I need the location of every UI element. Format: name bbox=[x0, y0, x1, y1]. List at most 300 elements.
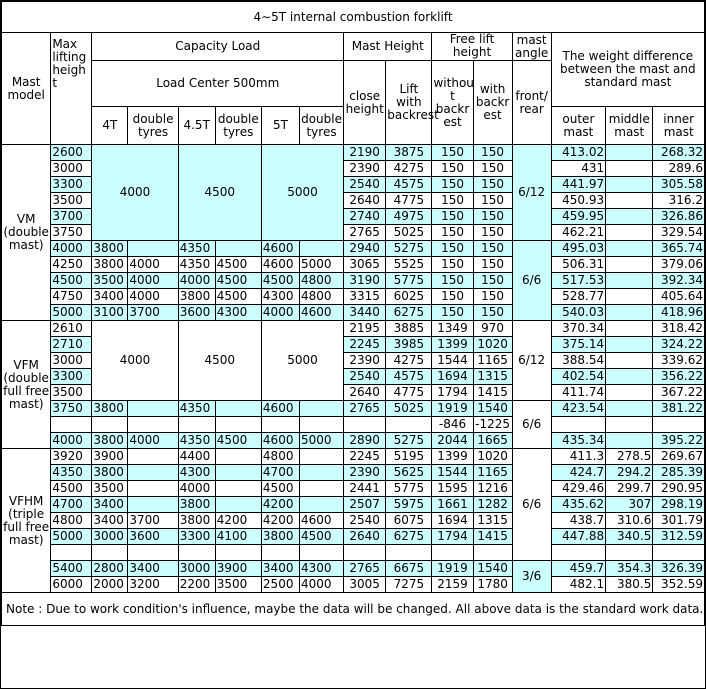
cell-capacity: 3900 bbox=[92, 449, 128, 465]
cell-capacity bbox=[215, 417, 261, 433]
cell-capacity: 3500 bbox=[92, 481, 128, 497]
cell-lift-with-backrest: 6275 bbox=[386, 529, 432, 545]
cell-inner-mast: 305.58 bbox=[653, 177, 705, 193]
cell-close-height: 2441 bbox=[344, 481, 386, 497]
cell-capacity: 4200 bbox=[261, 497, 299, 513]
cell-middle-mast bbox=[606, 305, 653, 321]
cell-free-lift-with-backrest: 150 bbox=[473, 257, 512, 273]
cell-max-lifting-height: 3300 bbox=[51, 369, 92, 385]
cell-lift-with-backrest: 5975 bbox=[386, 497, 432, 513]
cell-capacity: 4600 bbox=[261, 241, 299, 257]
cell-middle-mast bbox=[606, 545, 653, 561]
cell-inner-mast bbox=[653, 417, 705, 433]
cell-capacity: 3000 bbox=[92, 529, 128, 545]
cell-outer-mast bbox=[551, 545, 605, 561]
cell-middle-mast: 307 bbox=[606, 497, 653, 513]
cell-inner-mast bbox=[653, 545, 705, 561]
header-4-5t: 4.5T bbox=[178, 107, 215, 145]
cell-free-lift-with-backrest: 1315 bbox=[473, 369, 512, 385]
cell-close-height: 3065 bbox=[344, 257, 386, 273]
cell-max-lifting-height: 4500 bbox=[51, 273, 92, 289]
cell-free-lift-without-backrest: 150 bbox=[432, 161, 473, 177]
cell-capacity: 3400 bbox=[92, 513, 128, 529]
cell-free-lift-without-backrest: 1595 bbox=[432, 481, 473, 497]
cell-free-lift-without-backrest: 150 bbox=[432, 273, 473, 289]
cell-free-lift-without-backrest: 1349 bbox=[432, 321, 473, 337]
cell-max-lifting-height: 4000 bbox=[51, 433, 92, 449]
cell-capacity: 4000 bbox=[178, 273, 215, 289]
cell-free-lift-without-backrest: 150 bbox=[432, 257, 473, 273]
cell-free-lift-without-backrest: 1919 bbox=[432, 561, 473, 577]
cell-capacity: 4300 bbox=[215, 305, 261, 321]
cell-outer-mast: 482.1 bbox=[551, 577, 605, 593]
cell-lift-with-backrest: 4275 bbox=[386, 161, 432, 177]
cell-inner-mast: 326.86 bbox=[653, 209, 705, 225]
cell-capacity: 4000 bbox=[128, 289, 178, 305]
cell-max-lifting-height: 3920 bbox=[51, 449, 92, 465]
cell-free-lift-with-backrest: 150 bbox=[473, 145, 512, 161]
cell-capacity: 3800 bbox=[92, 241, 128, 257]
cell-max-lifting-height: 4250 bbox=[51, 257, 92, 273]
cell-free-lift-with-backrest bbox=[473, 545, 512, 561]
cell-capacity bbox=[261, 417, 299, 433]
cell-capacity: 3800 bbox=[178, 289, 215, 305]
cell-free-lift-with-backrest: 150 bbox=[473, 225, 512, 241]
cell-outer-mast: 506.31 bbox=[551, 257, 605, 273]
cell-lift-with-backrest: 5275 bbox=[386, 241, 432, 257]
cell-close-height: 2540 bbox=[344, 513, 386, 529]
cell-lift-with-backrest: 5625 bbox=[386, 465, 432, 481]
cell-capacity bbox=[215, 449, 261, 465]
cell-close-height: 3440 bbox=[344, 305, 386, 321]
cell-outer-mast: 429.46 bbox=[551, 481, 605, 497]
cell-capacity: 4300 bbox=[261, 289, 299, 305]
cell-close-height: 2765 bbox=[344, 401, 386, 417]
cell-middle-mast bbox=[606, 417, 653, 433]
cell-free-lift-with-backrest: 150 bbox=[473, 273, 512, 289]
cell-close-height: 3005 bbox=[344, 577, 386, 593]
cell-capacity bbox=[128, 417, 178, 433]
cell-lift-with-backrest bbox=[386, 545, 432, 561]
cell-free-lift-with-backrest: 1415 bbox=[473, 529, 512, 545]
cell-capacity-5t-merged: 5000 bbox=[261, 145, 343, 241]
cell-capacity: 4000 bbox=[261, 305, 299, 321]
cell-free-lift-without-backrest: 2044 bbox=[432, 433, 473, 449]
table-row bbox=[2, 273, 705, 289]
header-lift-with-backrest: Lift with backrest bbox=[386, 61, 432, 145]
cell-inner-mast: 289.6 bbox=[653, 161, 705, 177]
header-outer-mast: outer mast bbox=[551, 107, 605, 145]
cell-capacity: 4350 bbox=[178, 257, 215, 273]
cell-capacity: 3100 bbox=[92, 305, 128, 321]
cell-close-height: 2890 bbox=[344, 433, 386, 449]
cell-free-lift-with-backrest: 150 bbox=[473, 193, 512, 209]
cell-outer-mast: 447.88 bbox=[551, 529, 605, 545]
cell-inner-mast: 356.22 bbox=[653, 369, 705, 385]
cell-max-lifting-height: 4350 bbox=[51, 465, 92, 481]
cell-inner-mast: 329.54 bbox=[653, 225, 705, 241]
forklift-spec-table bbox=[1, 1, 705, 626]
table-row bbox=[2, 241, 705, 257]
cell-lift-with-backrest: 6075 bbox=[386, 513, 432, 529]
table-row bbox=[2, 401, 705, 417]
cell-outer-mast: 411.74 bbox=[551, 385, 605, 401]
header-5t-double-tyres: double tyres bbox=[299, 107, 343, 145]
cell-outer-mast: 462.21 bbox=[551, 225, 605, 241]
cell-close-height bbox=[344, 545, 386, 561]
cell-lift-with-backrest: 5195 bbox=[386, 449, 432, 465]
cell-capacity bbox=[215, 481, 261, 497]
header-4t-double-tyres: double tyres bbox=[128, 107, 178, 145]
cell-free-lift-with-backrest: 1020 bbox=[473, 337, 512, 353]
cell-max-lifting-height: 4700 bbox=[51, 497, 92, 513]
cell-max-lifting-height bbox=[51, 417, 92, 433]
cell-capacity: 3400 bbox=[261, 561, 299, 577]
cell-outer-mast: 423.54 bbox=[551, 401, 605, 417]
cell-free-lift-without-backrest: 150 bbox=[432, 289, 473, 305]
header-mast-angle: mast angle bbox=[512, 33, 551, 61]
cell-capacity: 4400 bbox=[178, 449, 215, 465]
cell-outer-mast: 431 bbox=[551, 161, 605, 177]
cell-capacity: 3700 bbox=[128, 513, 178, 529]
cell-free-lift-with-backrest: 1665 bbox=[473, 433, 512, 449]
cell-outer-mast: 459.7 bbox=[551, 561, 605, 577]
table-row bbox=[2, 321, 705, 337]
table-row bbox=[2, 305, 705, 321]
table-row bbox=[2, 289, 705, 305]
header-4t: 4T bbox=[92, 107, 128, 145]
cell-close-height: 2640 bbox=[344, 193, 386, 209]
cell-middle-mast bbox=[606, 193, 653, 209]
cell-lift-with-backrest: 5525 bbox=[386, 257, 432, 273]
cell-inner-mast: 379.06 bbox=[653, 257, 705, 273]
cell-free-lift-without-backrest: 150 bbox=[432, 209, 473, 225]
cell-lift-with-backrest: 7275 bbox=[386, 577, 432, 593]
cell-capacity bbox=[299, 545, 343, 561]
cell-capacity bbox=[92, 417, 128, 433]
cell-free-lift-without-backrest: 1694 bbox=[432, 369, 473, 385]
cell-capacity bbox=[92, 545, 128, 561]
cell-capacity-5t-merged: 5000 bbox=[261, 321, 343, 401]
cell-close-height: 2390 bbox=[344, 161, 386, 177]
table-row bbox=[2, 545, 705, 561]
cell-lift-with-backrest: 6675 bbox=[386, 561, 432, 577]
cell-capacity bbox=[261, 545, 299, 561]
table-row bbox=[2, 433, 705, 449]
table-row bbox=[2, 497, 705, 513]
cell-inner-mast: 326.39 bbox=[653, 561, 705, 577]
table-row bbox=[2, 257, 705, 273]
cell-capacity: 4600 bbox=[261, 257, 299, 273]
cell-lift-with-backrest: 3985 bbox=[386, 337, 432, 353]
cell-capacity: 2800 bbox=[92, 561, 128, 577]
cell-free-lift-with-backrest: 970 bbox=[473, 321, 512, 337]
cell-capacity: 3800 bbox=[92, 257, 128, 273]
cell-inner-mast: 301.79 bbox=[653, 513, 705, 529]
cell-inner-mast: 418.96 bbox=[653, 305, 705, 321]
cell-capacity: 4500 bbox=[215, 289, 261, 305]
cell-free-lift-with-backrest: 150 bbox=[473, 241, 512, 257]
cell-max-lifting-height: 3000 bbox=[51, 161, 92, 177]
cell-capacity: 4300 bbox=[299, 561, 343, 577]
cell-free-lift-with-backrest: 150 bbox=[473, 305, 512, 321]
cell-inner-mast: 298.19 bbox=[653, 497, 705, 513]
cell-capacity-4t-merged: 4000 bbox=[92, 145, 178, 241]
cell-max-lifting-height: 4500 bbox=[51, 481, 92, 497]
table-title: 4∼5T internal combustion forklift bbox=[2, 2, 705, 33]
table-row bbox=[2, 417, 705, 433]
cell-outer-mast: 540.03 bbox=[551, 305, 605, 321]
cell-lift-with-backrest: 5275 bbox=[386, 433, 432, 449]
cell-outer-mast: 370.34 bbox=[551, 321, 605, 337]
cell-capacity: 4600 bbox=[261, 433, 299, 449]
cell-inner-mast: 392.34 bbox=[653, 273, 705, 289]
cell-outer-mast bbox=[551, 417, 605, 433]
cell-capacity-4t-merged: 4000 bbox=[92, 321, 178, 401]
cell-free-lift-without-backrest: -846 bbox=[432, 417, 473, 433]
cell-inner-mast: 285.39 bbox=[653, 465, 705, 481]
cell-capacity bbox=[128, 481, 178, 497]
cell-close-height: 2507 bbox=[344, 497, 386, 513]
cell-middle-mast bbox=[606, 385, 653, 401]
cell-capacity bbox=[128, 401, 178, 417]
cell-lift-with-backrest: 4775 bbox=[386, 193, 432, 209]
cell-inner-mast: 365.74 bbox=[653, 241, 705, 257]
cell-capacity: 3800 bbox=[92, 433, 128, 449]
cell-capacity: 4500 bbox=[215, 433, 261, 449]
cell-inner-mast: 316.2 bbox=[653, 193, 705, 209]
cell-max-lifting-height: 2710 bbox=[51, 337, 92, 353]
cell-middle-mast bbox=[606, 433, 653, 449]
cell-capacity: 4000 bbox=[128, 433, 178, 449]
cell-capacity: 4500 bbox=[261, 273, 299, 289]
cell-capacity: 4100 bbox=[215, 529, 261, 545]
cell-max-lifting-height: 5400 bbox=[51, 561, 92, 577]
cell-capacity: 3800 bbox=[92, 401, 128, 417]
table-row bbox=[2, 561, 705, 577]
cell-capacity: 5000 bbox=[299, 257, 343, 273]
header-with-backrest: with backr est bbox=[473, 61, 512, 145]
cell-free-lift-without-backrest: 150 bbox=[432, 305, 473, 321]
header-middle-mast: middle mast bbox=[606, 107, 653, 145]
cell-capacity: 4600 bbox=[261, 401, 299, 417]
cell-capacity: 4500 bbox=[215, 257, 261, 273]
cell-lift-with-backrest: 3875 bbox=[386, 145, 432, 161]
table-row bbox=[2, 513, 705, 529]
cell-capacity: 4350 bbox=[178, 433, 215, 449]
cell-capacity: 3900 bbox=[215, 561, 261, 577]
cell-capacity: 4500 bbox=[215, 273, 261, 289]
cell-free-lift-without-backrest: 150 bbox=[432, 145, 473, 161]
cell-capacity: 3400 bbox=[92, 289, 128, 305]
cell-lift-with-backrest: 5775 bbox=[386, 481, 432, 497]
cell-capacity bbox=[178, 545, 215, 561]
table-row bbox=[2, 465, 705, 481]
cell-mast-angle: 3/6 bbox=[512, 561, 551, 593]
cell-capacity-4-5t-merged: 4500 bbox=[178, 321, 261, 401]
header-4-5t-double-tyres: double tyres bbox=[215, 107, 261, 145]
cell-max-lifting-height: 6000 bbox=[51, 577, 92, 593]
cell-capacity bbox=[178, 417, 215, 433]
cell-capacity: 4000 bbox=[128, 273, 178, 289]
cell-outer-mast: 413.02 bbox=[551, 145, 605, 161]
cell-inner-mast: 352.59 bbox=[653, 577, 705, 593]
cell-close-height: 2390 bbox=[344, 353, 386, 369]
table-row bbox=[2, 529, 705, 545]
cell-max-lifting-height: 5000 bbox=[51, 305, 92, 321]
cell-close-height: 2640 bbox=[344, 529, 386, 545]
cell-lift-with-backrest: 4975 bbox=[386, 209, 432, 225]
cell-middle-mast bbox=[606, 209, 653, 225]
cell-free-lift-without-backrest: 1399 bbox=[432, 337, 473, 353]
cell-free-lift-with-backrest: 1282 bbox=[473, 497, 512, 513]
cell-outer-mast: 528.77 bbox=[551, 289, 605, 305]
cell-middle-mast: 380.5 bbox=[606, 577, 653, 593]
cell-outer-mast: 450.93 bbox=[551, 193, 605, 209]
cell-middle-mast bbox=[606, 145, 653, 161]
cell-free-lift-with-backrest: 1216 bbox=[473, 481, 512, 497]
cell-free-lift-with-backrest: 150 bbox=[473, 289, 512, 305]
cell-outer-mast: 441.97 bbox=[551, 177, 605, 193]
cell-inner-mast: 269.67 bbox=[653, 449, 705, 465]
cell-middle-mast: 278.5 bbox=[606, 449, 653, 465]
cell-max-lifting-height: 3500 bbox=[51, 385, 92, 401]
header-front-rear: front/ rear bbox=[512, 61, 551, 145]
cell-capacity bbox=[215, 545, 261, 561]
cell-free-lift-without-backrest: 1794 bbox=[432, 529, 473, 545]
cell-capacity bbox=[128, 545, 178, 561]
cell-middle-mast bbox=[606, 257, 653, 273]
cell-max-lifting-height: 4800 bbox=[51, 513, 92, 529]
cell-capacity bbox=[128, 497, 178, 513]
cell-capacity bbox=[215, 241, 261, 257]
cell-max-lifting-height: 5000 bbox=[51, 529, 92, 545]
cell-free-lift-without-backrest: 150 bbox=[432, 225, 473, 241]
cell-middle-mast bbox=[606, 241, 653, 257]
model-vfhm: VFHM (triple full free mast) bbox=[2, 449, 51, 593]
cell-inner-mast: 324.22 bbox=[653, 337, 705, 353]
cell-capacity bbox=[299, 417, 343, 433]
header-load-center: Load Center 500mm bbox=[92, 61, 344, 107]
header-free-lift-height: Free lift height bbox=[432, 33, 512, 61]
cell-capacity bbox=[299, 465, 343, 481]
cell-inner-mast: 395.22 bbox=[653, 433, 705, 449]
cell-mast-angle: 6/12 bbox=[512, 145, 551, 241]
cell-free-lift-without-backrest: 1544 bbox=[432, 353, 473, 369]
cell-lift-with-backrest: 5025 bbox=[386, 401, 432, 417]
cell-free-lift-with-backrest: 150 bbox=[473, 161, 512, 177]
cell-free-lift-without-backrest: 1794 bbox=[432, 385, 473, 401]
cell-max-lifting-height: 3750 bbox=[51, 225, 92, 241]
cell-free-lift-without-backrest: 150 bbox=[432, 177, 473, 193]
cell-capacity: 4300 bbox=[178, 465, 215, 481]
cell-close-height: 2765 bbox=[344, 561, 386, 577]
cell-lift-with-backrest: 4575 bbox=[386, 177, 432, 193]
cell-outer-mast: 435.34 bbox=[551, 433, 605, 449]
cell-outer-mast: 402.54 bbox=[551, 369, 605, 385]
cell-middle-mast bbox=[606, 321, 653, 337]
cell-lift-with-backrest: 6025 bbox=[386, 289, 432, 305]
cell-inner-mast: 318.42 bbox=[653, 321, 705, 337]
cell-capacity: 2000 bbox=[92, 577, 128, 593]
cell-outer-mast: 411.3 bbox=[551, 449, 605, 465]
header-without-backrest: withou t backr est bbox=[432, 61, 473, 145]
cell-free-lift-without-backrest: 150 bbox=[432, 193, 473, 209]
cell-lift-with-backrest: 5775 bbox=[386, 273, 432, 289]
cell-close-height: 2190 bbox=[344, 145, 386, 161]
cell-free-lift-with-backrest: 1165 bbox=[473, 353, 512, 369]
cell-capacity: 4200 bbox=[215, 513, 261, 529]
table-row bbox=[2, 145, 705, 161]
cell-free-lift-without-backrest: 1544 bbox=[432, 465, 473, 481]
cell-free-lift-with-backrest: 1315 bbox=[473, 513, 512, 529]
header-5t: 5T bbox=[261, 107, 299, 145]
header-inner-mast: inner mast bbox=[653, 107, 705, 145]
cell-max-lifting-height: 4750 bbox=[51, 289, 92, 305]
cell-close-height: 2540 bbox=[344, 369, 386, 385]
cell-free-lift-without-backrest: 1399 bbox=[432, 449, 473, 465]
cell-middle-mast bbox=[606, 337, 653, 353]
cell-capacity: 4700 bbox=[261, 465, 299, 481]
cell-middle-mast bbox=[606, 225, 653, 241]
cell-capacity bbox=[299, 401, 343, 417]
cell-capacity: 5000 bbox=[299, 433, 343, 449]
cell-middle-mast: 354.3 bbox=[606, 561, 653, 577]
cell-outer-mast: 459.95 bbox=[551, 209, 605, 225]
cell-inner-mast: 405.64 bbox=[653, 289, 705, 305]
cell-capacity: 3800 bbox=[261, 529, 299, 545]
cell-capacity: 3800 bbox=[178, 513, 215, 529]
cell-capacity: 4000 bbox=[128, 257, 178, 273]
cell-lift-with-backrest: 5025 bbox=[386, 225, 432, 241]
cell-capacity: 4200 bbox=[261, 513, 299, 529]
cell-mast-angle: 6/12 bbox=[512, 321, 551, 401]
cell-middle-mast bbox=[606, 161, 653, 177]
cell-capacity bbox=[128, 241, 178, 257]
cell-capacity bbox=[215, 465, 261, 481]
cell-max-lifting-height: 3700 bbox=[51, 209, 92, 225]
cell-capacity bbox=[215, 497, 261, 513]
cell-free-lift-without-backrest bbox=[432, 545, 473, 561]
cell-capacity: 3000 bbox=[178, 561, 215, 577]
cell-capacity: 4000 bbox=[178, 481, 215, 497]
cell-capacity: 4800 bbox=[261, 449, 299, 465]
cell-capacity: 4600 bbox=[299, 305, 343, 321]
header-mast-height: Mast Height bbox=[344, 33, 432, 61]
cell-middle-mast bbox=[606, 353, 653, 369]
cell-free-lift-without-backrest: 1694 bbox=[432, 513, 473, 529]
cell-middle-mast: 310.6 bbox=[606, 513, 653, 529]
cell-capacity: 3800 bbox=[178, 497, 215, 513]
cell-middle-mast bbox=[606, 401, 653, 417]
cell-inner-mast: 268.32 bbox=[653, 145, 705, 161]
table-row bbox=[2, 449, 705, 465]
cell-outer-mast: 517.53 bbox=[551, 273, 605, 289]
cell-capacity: 4500 bbox=[261, 481, 299, 497]
cell-close-height: 2765 bbox=[344, 225, 386, 241]
cell-capacity: 3300 bbox=[178, 529, 215, 545]
cell-middle-mast: 294.2 bbox=[606, 465, 653, 481]
cell-capacity: 4350 bbox=[178, 401, 215, 417]
cell-capacity: 3400 bbox=[92, 497, 128, 513]
cell-capacity: 3500 bbox=[92, 273, 128, 289]
cell-capacity: 3800 bbox=[92, 465, 128, 481]
cell-outer-mast: 388.54 bbox=[551, 353, 605, 369]
cell-capacity: 3600 bbox=[178, 305, 215, 321]
cell-outer-mast: 435.62 bbox=[551, 497, 605, 513]
cell-close-height: 3190 bbox=[344, 273, 386, 289]
cell-inner-mast: 381.22 bbox=[653, 401, 705, 417]
